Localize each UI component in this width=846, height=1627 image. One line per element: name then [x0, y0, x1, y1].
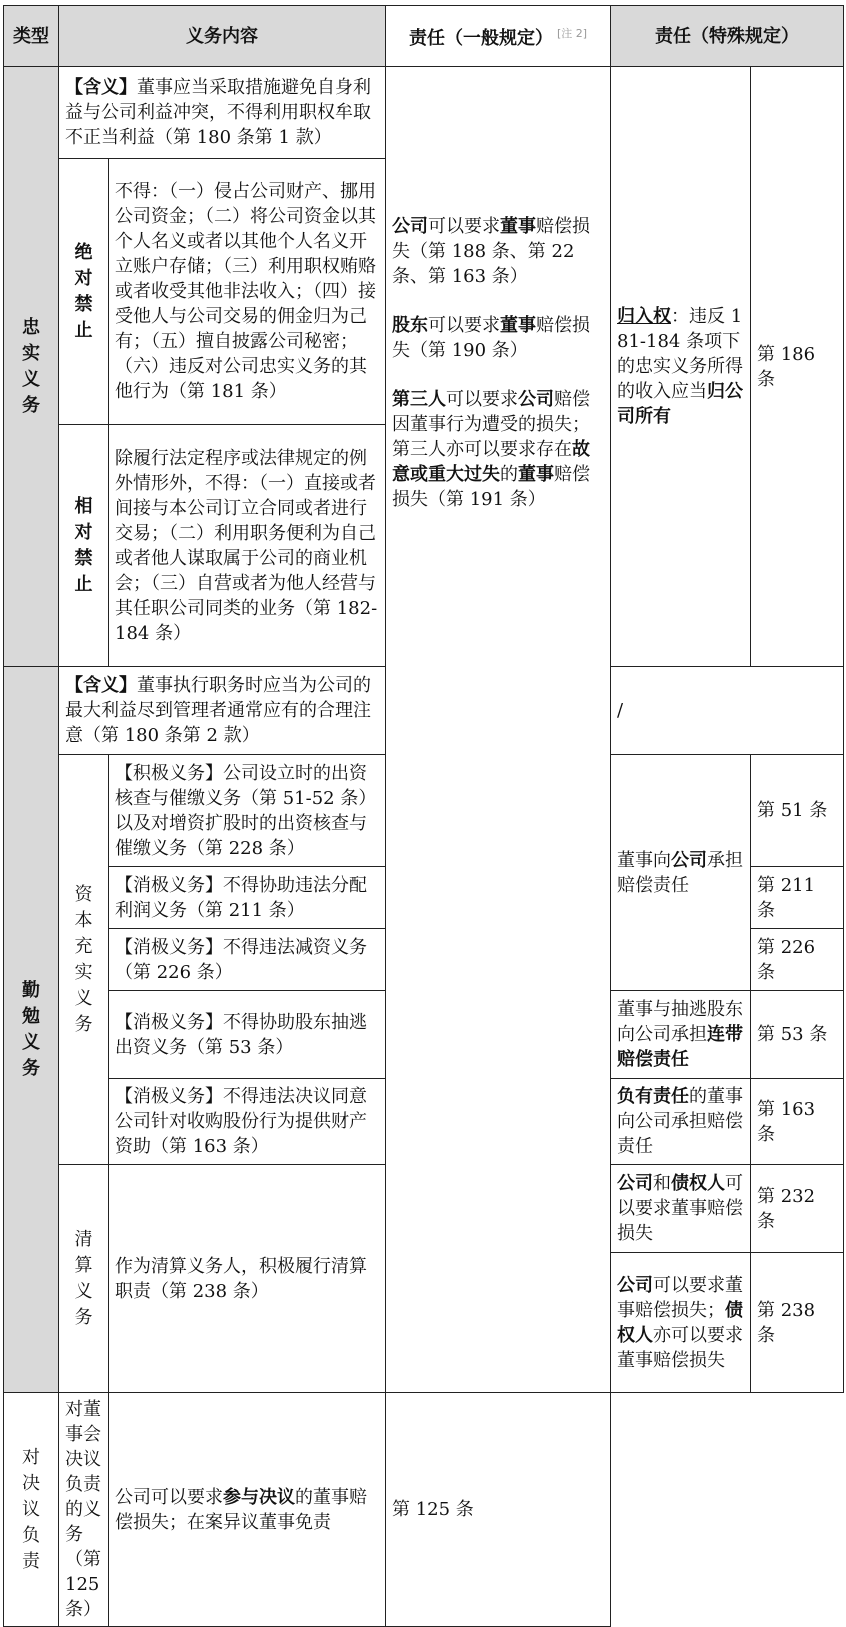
general-p2-actor: 股东 [392, 314, 428, 336]
relative-prohibition-text: 除履行法定程序或法律规定的例外情形外，不得：（一）直接或者间接与本公司订立合同或者进行交易；（二）利用职务便利为自己或者他人谋取属于公司的商业机会；（三）自营或者为他人经营与其任职公司同类的业务（第 182-184 条） [109, 425, 386, 667]
liquidation-s2-text1: 可以要求董事赔偿损失； [617, 1274, 743, 1321]
subcategory-absolute [59, 159, 109, 425]
resolution-special-post: 的董事赔偿损失；在案异议董事免责 [115, 1486, 367, 1533]
category-loyalty [4, 67, 59, 667]
general-p3-target: 公司 [518, 388, 554, 410]
subcategory-capital-label: 资本充实义务 [74, 883, 93, 1035]
category-diligence [4, 667, 59, 1393]
capital-active-ref: 第 51 条 [751, 755, 844, 867]
liquidation-special-1 [611, 1165, 751, 1253]
capital-withdrawal-special [611, 991, 751, 1079]
general-p3-text3: 的 [500, 463, 518, 485]
disgorgement-right-result: 归公司所有 [617, 381, 743, 427]
resolution-special-participate: 参与决议 [223, 1486, 295, 1508]
category-diligence-label: 勤勉义务 [22, 979, 40, 1079]
diligence-meaning [59, 667, 386, 755]
general-p3-text2: 赔偿因董事行为遭受的损失；第三人亦可以要求存在 [392, 388, 590, 460]
subcategory-resolution-label: 对决议负责 [22, 1446, 40, 1572]
resolution-special-pre: 公司可以要求 [115, 1486, 223, 1508]
header-type-label: 类型 [13, 25, 49, 47]
capital-dividend-ref: 第 211 条 [751, 867, 844, 929]
general-p2-target: 董事 [500, 314, 536, 336]
general-p3-text1: 可以要求 [446, 388, 518, 410]
diligence-meaning-special: / [611, 667, 844, 755]
resolution-text: 对董事会决议负责的义务（第 125 条） [59, 1393, 109, 1627]
duties-table-wrapper [3, 5, 844, 1627]
footnote-marker: [注 2] [556, 27, 588, 40]
loyalty-meaning-row [4, 67, 844, 159]
general-liability-company [392, 214, 604, 289]
capital-withdrawal-joint-liability: 连带赔偿责任 [617, 1024, 743, 1070]
capital-assistance-responsible: 负有责任 [617, 1086, 689, 1107]
liquidation-s1-creditor: 债权人 [671, 1173, 725, 1194]
general-liability-third-party [392, 387, 604, 512]
header-general-label: 责任（一般规定） [408, 28, 553, 49]
general-p3-fault: 故意或重大过失 [392, 438, 590, 485]
director-duties-table [3, 5, 844, 1627]
subcategory-relative [59, 425, 109, 667]
header-special: 责任（特殊规定） [611, 6, 844, 67]
loyalty-special-liability [611, 67, 751, 667]
subcategory-liquidation-label: 清算义务 [74, 1228, 93, 1328]
diligence-meaning-tag: 【含义】 [65, 675, 137, 696]
disgorgement-right-term: 归入权 [617, 306, 671, 327]
liquidation-s1-and: 和 [653, 1173, 671, 1194]
loyalty-meaning [59, 67, 386, 159]
subcategory-liquidation [59, 1165, 109, 1393]
capital-reduction-text: 【消极义务】不得违法减资义务（第 226 条） [109, 929, 386, 991]
liquidation-ref-1: 第 232 条 [751, 1165, 844, 1253]
resolution-row [4, 1393, 844, 1627]
loyalty-special-ref: 第 186 条 [751, 67, 844, 667]
liquidation-s1-text: 可以要求董事赔偿损失 [617, 1173, 743, 1244]
loyalty-meaning-text: 董事应当采取措施避免自身利益与公司利益冲突，不得利用职权牟取不正当利益（第 180 条第 1 款） [65, 77, 371, 148]
capital-assistance-ref: 第 163 条 [751, 1079, 844, 1165]
general-p1-target: 董事 [500, 215, 536, 237]
resolution-special [109, 1393, 386, 1627]
capital-assistance-special-post: 的董事向公司承担赔偿责任 [617, 1086, 743, 1157]
general-p3-text4: 赔偿损失（第 191 条） [392, 463, 590, 510]
absolute-prohibition-text: 不得：（一）侵占公司财产、挪用公司资金；（二）将公司资金以其个人名义或者以其他个人名义开立账户存储；（三）利用职权贿赂或者收受其他非法收入；（四）接受他人与公司交易的佣金归为己有；（五）擅自披露公司秘密；（六）违反对公司忠实义务的其他行为（第 181 条） [109, 159, 386, 425]
capital-dividend-text: 【消极义务】不得协助违法分配利润义务（第 211 条） [109, 867, 386, 929]
subcategory-relative-label: 相对禁止 [74, 495, 93, 595]
general-liability-cell [386, 67, 611, 1393]
capital-withdrawal-special-pre: 董事与抽逃股东向公司承担 [617, 999, 743, 1045]
liquidation-s2-text2: 亦可以要求董事赔偿损失 [617, 1324, 743, 1371]
loyalty-meaning-tag: 【含义】 [65, 77, 137, 98]
header-general [386, 6, 611, 67]
disgorgement-right-text: ：违反 181-184 条项下的忠实义务所得的收入应当 [617, 306, 743, 402]
capital-active-text: 【积极义务】公司设立时的出资核查与催缴义务（第 51-52 条）以及对增资扩股时的出资核查与催缴义务（第 228 条） [109, 755, 386, 867]
liquidation-s2-creditor: 债权人 [617, 1299, 743, 1346]
capital-assistance-special [611, 1079, 751, 1165]
header-content: 义务内容 [59, 6, 386, 67]
capital-withdrawal-text: 【消极义务】不得协助股东抽逃出资义务（第 53 条） [109, 991, 386, 1079]
header-type [4, 6, 59, 67]
liquidation-s2-company: 公司 [617, 1274, 653, 1296]
liquidation-ref-2: 第 238 条 [751, 1253, 844, 1393]
header-row [4, 6, 844, 67]
capital-assistance-text: 【消极义务】不得违法决议同意公司针对收购股份行为提供财产资助（第 163 条） [109, 1079, 386, 1165]
capital-special-pre: 董事向 [617, 849, 671, 871]
general-liability-shareholder [392, 313, 604, 363]
category-loyalty-label: 忠实义务 [22, 316, 40, 416]
capital-special-liability [611, 755, 751, 991]
resolution-ref: 第 125 条 [386, 1393, 611, 1627]
general-p3-director: 董事 [518, 463, 554, 485]
general-p2-text1: 可以要求 [428, 314, 500, 336]
general-p3-actor: 第三人 [392, 388, 446, 410]
capital-withdrawal-ref: 第 53 条 [751, 991, 844, 1079]
subcategory-capital [59, 755, 109, 1165]
general-p1-actor: 公司 [392, 215, 428, 237]
diligence-meaning-text: 董事执行职务时应当为公司的最大利益尽到管理者通常应有的合理注意（第 180 条第 2 款） [65, 675, 371, 746]
general-p2-text2: 赔偿损失（第 190 条） [392, 314, 590, 361]
subcategory-absolute-label: 绝对禁止 [74, 241, 93, 341]
liquidation-special-2 [611, 1253, 751, 1393]
subcategory-resolution [4, 1393, 59, 1627]
liquidation-s1-company: 公司 [617, 1173, 653, 1194]
general-p1-text1: 可以要求 [428, 215, 500, 237]
capital-special-company: 公司 [671, 849, 707, 871]
capital-special-post: 承担赔偿责任 [617, 849, 743, 896]
general-p1-text2: 赔偿损失（第 188 条、第 22 条、第 163 条） [392, 215, 590, 287]
capital-reduction-ref: 第 226 条 [751, 929, 844, 991]
liquidation-text: 作为清算义务人，积极履行清算职责（第 238 条） [109, 1165, 386, 1393]
